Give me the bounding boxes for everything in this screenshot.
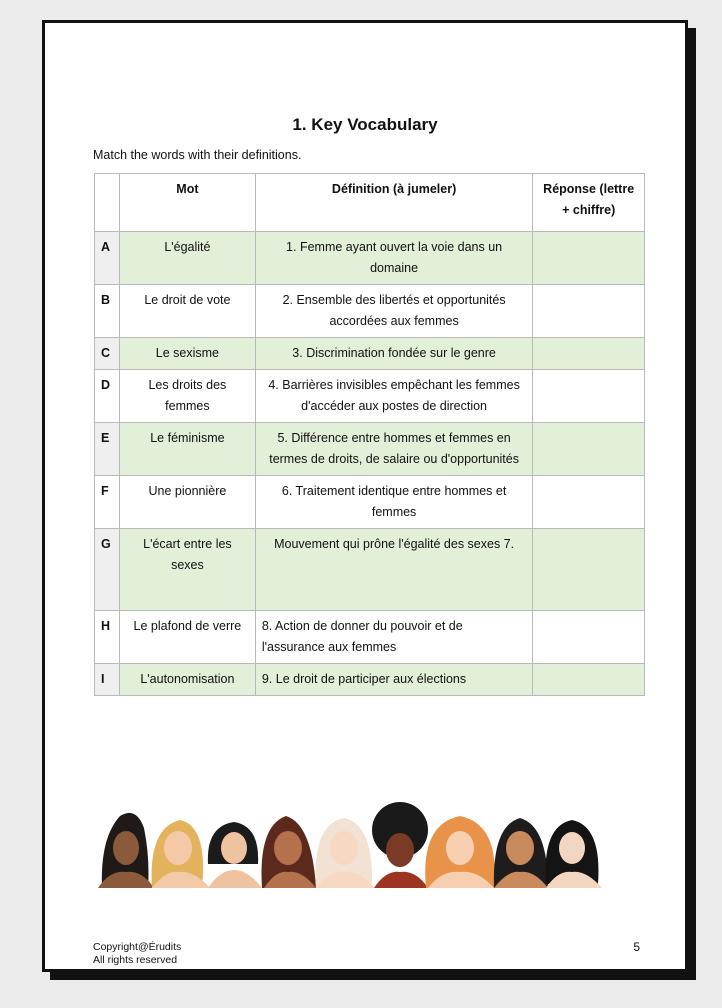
row-letter: G: [95, 529, 120, 611]
answer-cell[interactable]: [533, 476, 645, 529]
table-row: [95, 529, 645, 611]
row-definition: 2. Ensemble des libertés et opportunités accordées aux femmes: [255, 285, 533, 338]
answer-cell[interactable]: [533, 232, 645, 285]
woman-figure-6: [372, 802, 428, 888]
table-row: [95, 423, 645, 476]
table-row: [95, 611, 645, 664]
row-word: Le sexisme: [119, 338, 255, 370]
row-word: Les droits des femmes: [119, 370, 255, 423]
row-definition: 5. Différence entre hommes et femmes en termes de droits, de salaire ou d'opportunités: [255, 423, 533, 476]
row-definition: 6. Traitement identique entre hommes et femmes: [255, 476, 533, 529]
answer-cell[interactable]: [533, 664, 645, 696]
woman-figure-8: [494, 818, 548, 888]
row-letter: B: [95, 285, 120, 338]
row-definition: 4. Barrières invisibles empêchant les femmes d'accéder aux postes de direction: [255, 370, 533, 423]
row-letter: F: [95, 476, 120, 529]
footer: [93, 941, 181, 967]
woman-figure-4: [262, 816, 317, 888]
answer-cell[interactable]: [533, 285, 645, 338]
woman-figure-3: [208, 822, 262, 888]
answer-cell[interactable]: [533, 529, 645, 611]
vocabulary-table: [94, 173, 645, 696]
row-letter: D: [95, 370, 120, 423]
row-letter: A: [95, 232, 120, 285]
row-word: L'écart entre les sexes: [119, 529, 255, 611]
answer-cell[interactable]: [533, 611, 645, 664]
header-answer: Réponse (lettre + chiffre): [533, 174, 645, 232]
answer-cell[interactable]: [533, 423, 645, 476]
row-word: Le plafond de verre: [119, 611, 255, 664]
row-word: Le féminisme: [119, 423, 255, 476]
document-page: [42, 20, 688, 972]
page-title: 1. Key Vocabulary: [292, 115, 438, 134]
row-definition: Mouvement qui prône l'égalité des sexes 7.: [255, 529, 533, 611]
row-word: Le droit de vote: [119, 285, 255, 338]
woman-figure-1: [98, 813, 154, 888]
row-definition: 8. Action de donner du pouvoir et de l'assurance aux femmes: [255, 611, 533, 664]
women-illustration: [90, 798, 615, 888]
answer-cell[interactable]: [533, 370, 645, 423]
copyright-text: Copyright@Érudits: [93, 941, 182, 953]
row-definition: 3. Discrimination fondée sur le genre: [255, 338, 533, 370]
row-letter: C: [95, 338, 120, 370]
header-letter: [95, 174, 120, 232]
woman-figure-2: [152, 820, 210, 888]
table-row: [95, 338, 645, 370]
table-row: [95, 476, 645, 529]
table-row: [95, 232, 645, 285]
table-row: [95, 285, 645, 338]
row-letter: E: [95, 423, 120, 476]
row-word: L'égalité: [119, 232, 255, 285]
row-word: L'autonomisation: [119, 664, 255, 696]
woman-figure-9: [546, 820, 602, 888]
row-letter: H: [95, 611, 120, 664]
answer-cell[interactable]: [533, 338, 645, 370]
woman-figure-5: [316, 818, 374, 888]
header-word: Mot: [119, 174, 255, 232]
row-letter: I: [95, 664, 120, 696]
table-row: [95, 664, 645, 696]
page-number: 5: [633, 940, 640, 954]
rights-text: All rights reserved: [93, 954, 178, 966]
table-row: [95, 370, 645, 423]
woman-figure-7: [425, 816, 495, 888]
row-word: Une pionnière: [119, 476, 255, 529]
row-definition: 1. Femme ayant ouvert la voie dans un domaine: [255, 232, 533, 285]
row-definition: 9. Le droit de participer aux élections: [255, 664, 533, 696]
instruction-text: Match the words with their definitions.: [93, 148, 302, 162]
table-header-row: [95, 174, 645, 232]
header-definition: Définition (à jumeler): [255, 174, 533, 232]
